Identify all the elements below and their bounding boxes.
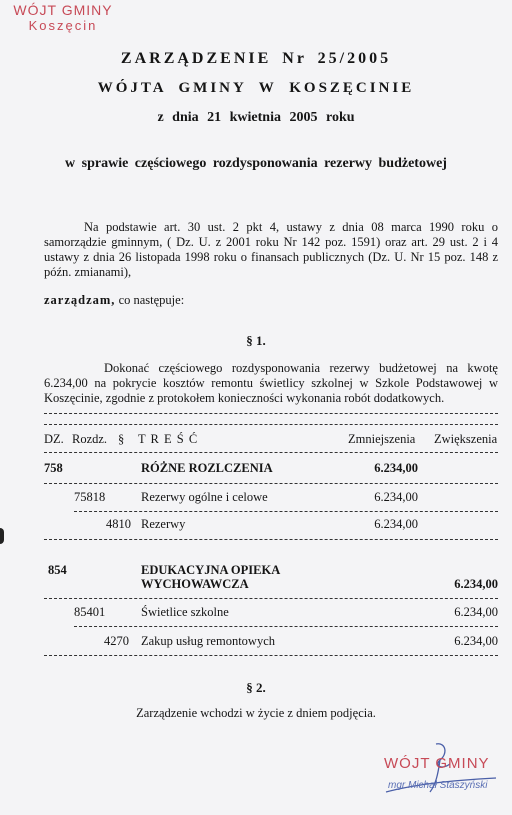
header-bottom-rule bbox=[44, 452, 498, 453]
table-row bbox=[44, 563, 498, 595]
header-rozdz: Rozdz. bbox=[72, 432, 108, 446]
row-decrease: 6.234,00 bbox=[374, 461, 418, 475]
row-dz: 758 bbox=[44, 461, 63, 475]
stamp-line-1: WÓJT GMINY bbox=[13, 2, 113, 18]
decree-word: zarządzam, bbox=[44, 293, 116, 307]
signature-stamp-title: WÓJT GMINY bbox=[384, 755, 490, 772]
row-rozdz: 75818 bbox=[74, 490, 106, 504]
row-tresc: Rezerwy bbox=[141, 517, 186, 531]
row-increase: 6.234,00 bbox=[454, 605, 498, 619]
signature-stamp-name: mgr Michał Staszyński bbox=[388, 780, 488, 791]
row-decrease: 6.234,00 bbox=[374, 517, 418, 531]
document-title: ZARZĄDZENIE Nr 25/2005 bbox=[120, 50, 392, 67]
document-date: z dnia 21 kwietnia 2005 roku bbox=[157, 110, 355, 125]
section-2-text: Zarządzenie wchodzi w życie z dniem podjęcia. bbox=[136, 706, 376, 720]
row-tresc: Rezerwy ogólne i celowe bbox=[141, 490, 268, 504]
row-paragraph: 4810 bbox=[106, 517, 131, 531]
section-2-heading: § 2. bbox=[246, 680, 266, 695]
table-row bbox=[44, 634, 498, 650]
header-decrease: Zmniejszenia bbox=[348, 432, 416, 446]
header-increase: Zwiększenia bbox=[434, 432, 498, 446]
row-paragraph: 4270 bbox=[104, 634, 129, 648]
table-bottom-rule bbox=[44, 655, 498, 656]
row-increase: 6.234,00 bbox=[454, 634, 498, 648]
row-tresc-line-2: WYCHOWAWCZA bbox=[141, 577, 249, 591]
table-row bbox=[44, 461, 498, 477]
binder-hole-mark bbox=[0, 528, 4, 544]
issuer-title: WÓJTA GMINY W KOSZĘCINIE bbox=[97, 80, 415, 96]
legal-basis-paragraph: Na podstawie art. 30 ust. 2 pkt 4, ustawy z dnia 08 marca 1990 roku o samorządzie gminnym, ( Dz. U. z 2001 roku Nr 142 poz. 1591) oraz art. 29 ust. 2 i 4 ustawy z dnia 26 listopada 1998 roku o finansach publicznych (Dz. U. Nr 15 poz. 148 z późn. zmianami), bbox=[44, 220, 498, 279]
table-header-row bbox=[44, 432, 498, 448]
table-row bbox=[44, 605, 498, 621]
section-1-text: Dokonać częściowego rozdysponowania rezerwy budżetowej na kwotę 6.234,00 na pokrycie kosztów remontu świetlicy szkolnej w Szkole Podstawowej w Koszęcinie, zgodnie z protokołem konieczności wykonania robót dodatkowych. bbox=[44, 361, 498, 405]
table-top-rule bbox=[44, 413, 498, 414]
row-increase: 6.234,00 bbox=[454, 577, 498, 591]
decree-line bbox=[44, 293, 184, 308]
table-row bbox=[44, 490, 498, 506]
document-subject: w sprawie częściowego rozdysponowania rezerwy budżetowej bbox=[65, 156, 447, 171]
row-rule bbox=[44, 539, 498, 540]
table-row bbox=[44, 517, 498, 533]
row-tresc: EDUKACYJNA OPIEKA bbox=[141, 563, 281, 577]
row-tresc: Świetlice szkolne bbox=[141, 605, 229, 619]
row-dz: 854 bbox=[48, 563, 67, 577]
row-tresc: Zakup usług remontowych bbox=[141, 634, 276, 648]
stamp-line-2: Koszęcin bbox=[28, 18, 98, 33]
official-stamp-top bbox=[4, 2, 122, 34]
header-dz: DZ. bbox=[44, 432, 64, 446]
header-paragraph: § bbox=[118, 432, 125, 446]
row-decrease: 6.234,00 bbox=[374, 490, 418, 504]
row-rule bbox=[44, 598, 498, 599]
table-top-rule-2 bbox=[44, 424, 498, 425]
row-rule bbox=[74, 626, 498, 627]
row-rule bbox=[44, 483, 498, 484]
row-rozdz: 85401 bbox=[74, 605, 106, 619]
row-tresc: RÓŻNE ROZLCZENIA bbox=[141, 461, 273, 475]
decree-rest: co następuje: bbox=[115, 293, 185, 307]
section-1-heading: § 1. bbox=[246, 333, 266, 348]
header-tresc: T R E Ś Ć bbox=[138, 432, 199, 446]
row-rule bbox=[74, 511, 498, 512]
